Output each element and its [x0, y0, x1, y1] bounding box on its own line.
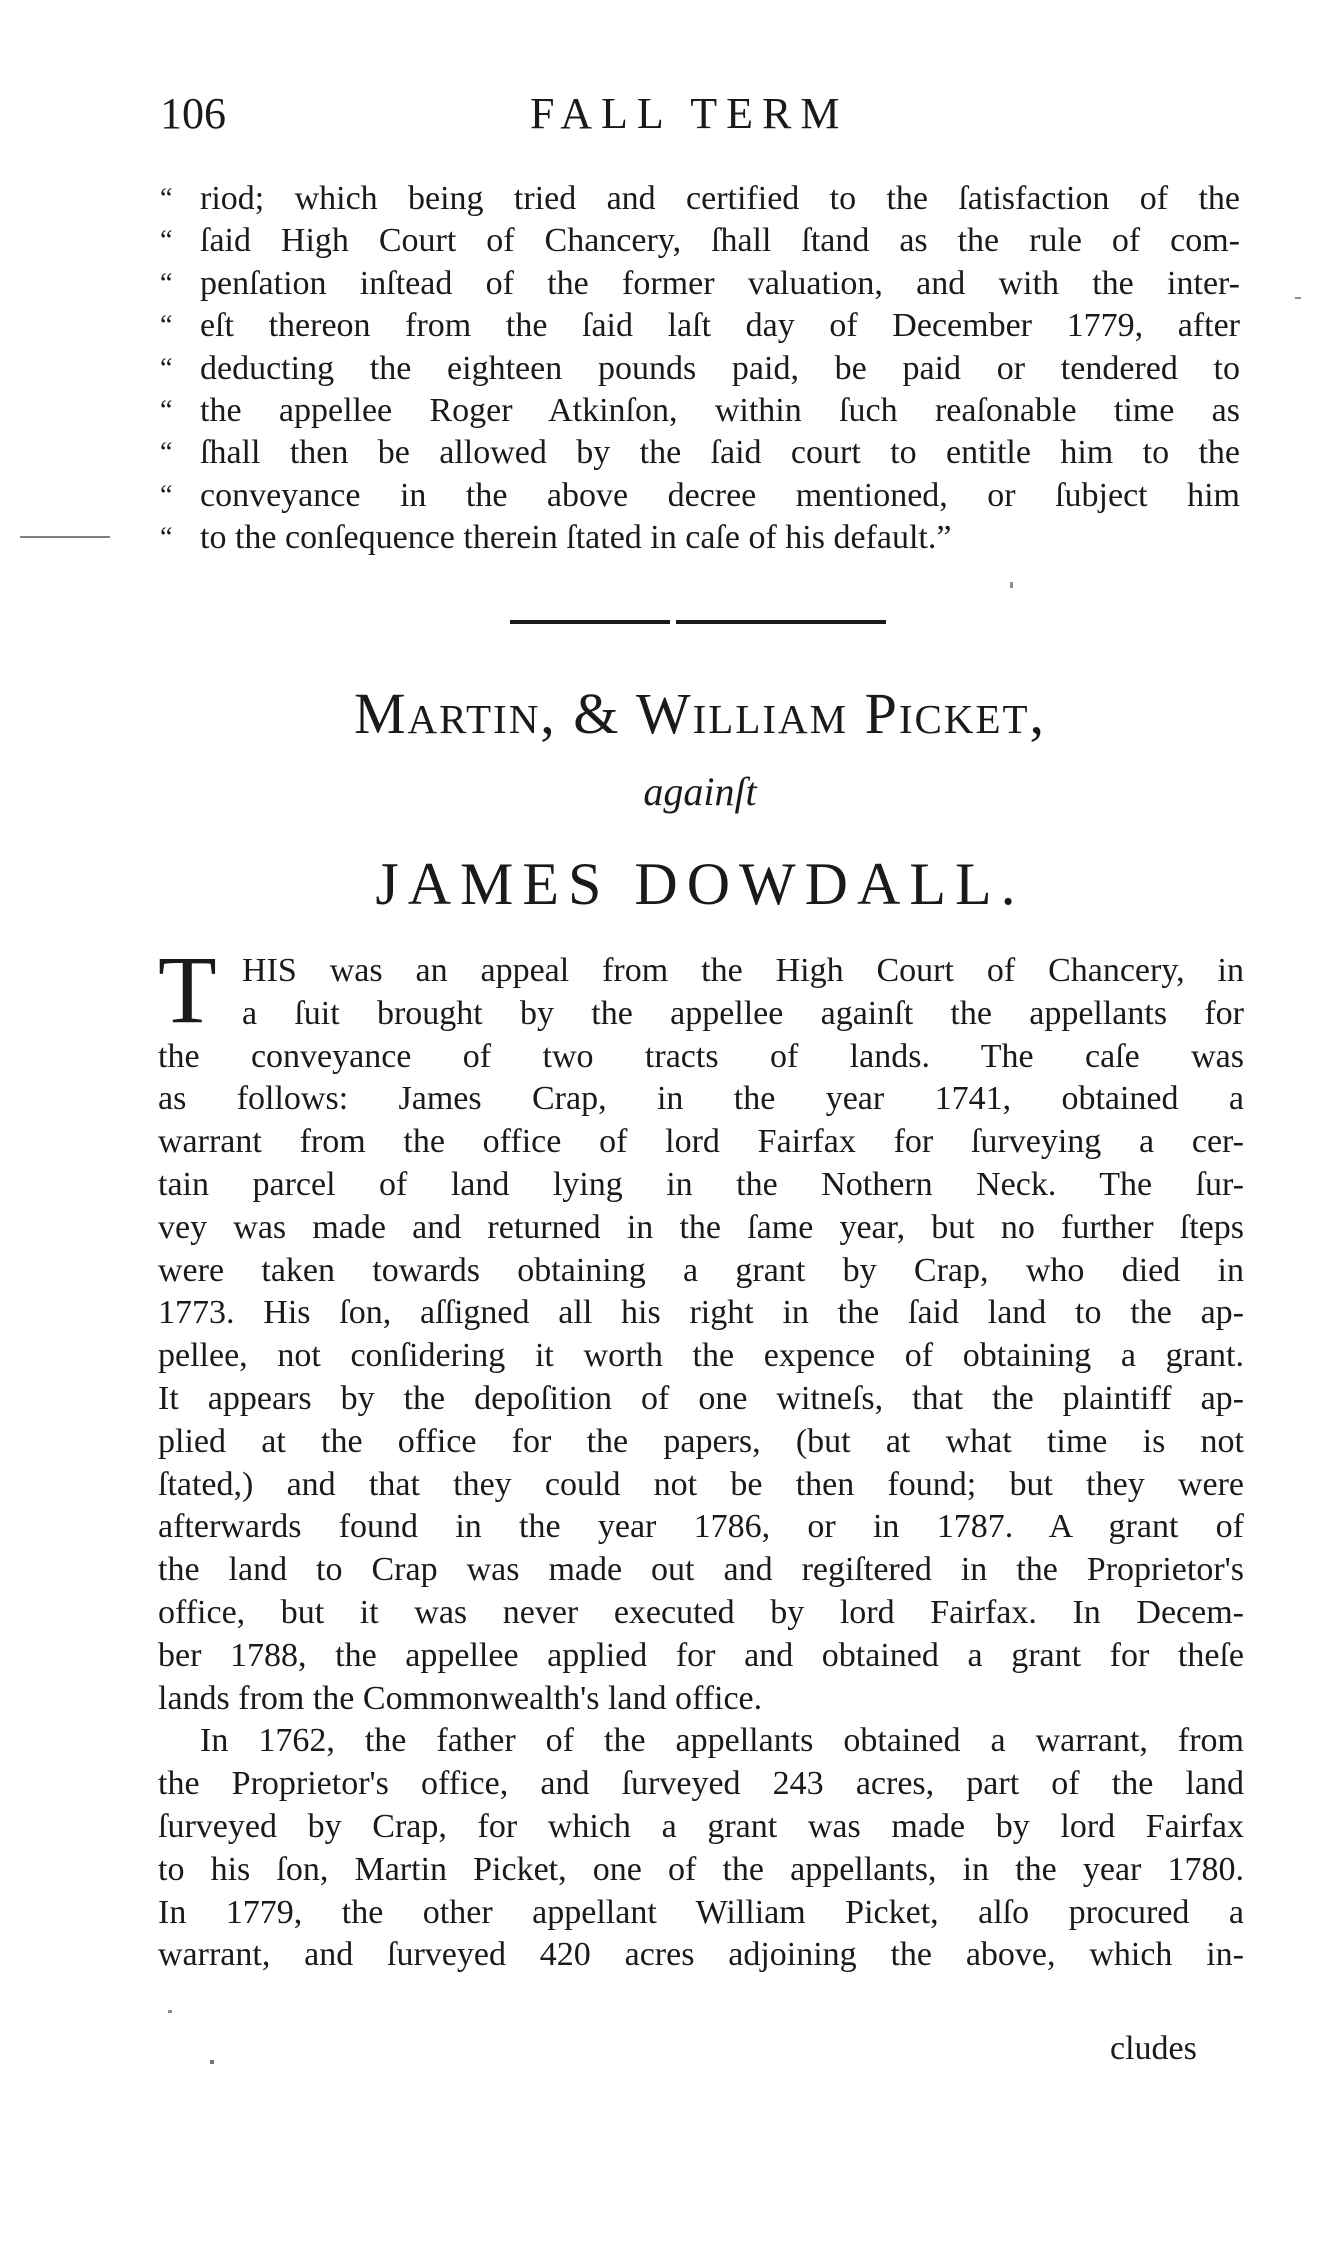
section-rule-left	[510, 620, 670, 624]
quote-mark: “	[160, 352, 173, 384]
body-line: a ſuit brought by the appellee againſt the appellants for	[242, 994, 1244, 1032]
margin-speck	[168, 2010, 172, 2013]
case-appellee: JAMES DOWDALL.	[375, 851, 1025, 917]
body-line: In 1762, the father of the appellants obtained a warrant, from	[200, 1722, 1244, 1760]
body-line: vey was made and returned in the ſame year, but no further ſteps	[158, 1208, 1244, 1246]
quote-line	[160, 390, 1240, 432]
case-appellants: Martin, & William Picket,	[353, 681, 1047, 746]
body-line: office, but it was never executed by lord Fairfax. In Decem-	[158, 1593, 1244, 1631]
body-line: warrant, and ſurveyed 420 acres adjoining the above, which in-	[158, 1936, 1244, 1974]
running-title: FALL TERM	[530, 89, 849, 138]
quote-line-text: conveyance in the above decree mentioned, or ſubject him	[200, 476, 1240, 514]
body-line: lands from the Commonwealth's land office.	[158, 1679, 763, 1717]
body-line: plied at the office for the papers, (but at what time is not	[158, 1422, 1244, 1460]
body-line: It appears by the depoſition of one witneſs, that the plaintiff ap-	[158, 1379, 1244, 1417]
quote-line-text: penſation inſtead of the former valuation, and with the inter-	[200, 264, 1240, 302]
body-line: ſtated,) and that they could not be then found; but they were	[158, 1465, 1244, 1503]
drop-cap: T	[158, 936, 217, 1043]
quote-line-text: to the conſequence therein ſtated in caſe of his default.”	[200, 519, 952, 557]
quote-mark: “	[160, 310, 173, 342]
quote-line-text: riod; which being tried and certified to the ſatisfaction of the	[200, 180, 1240, 217]
quote-line	[160, 432, 1240, 474]
quote-mark: “	[160, 267, 173, 299]
body-line: In 1779, the other appellant William Picket, alſo procured a	[158, 1893, 1244, 1931]
body-line: the Proprietor's office, and ſurveyed 243 acres, part of the land	[158, 1765, 1244, 1803]
quote-mark: “	[160, 479, 173, 511]
margin-speck	[210, 2060, 214, 2064]
quote-line-text: ſhall then be allowed by the ſaid court to entitle him to the	[200, 434, 1240, 472]
margin-speck	[1295, 297, 1301, 299]
body-line: the conveyance of two tracts of lands. The caſe was	[158, 1037, 1244, 1075]
quote-line	[160, 348, 1240, 390]
body-line: 1773. His ſon, aſſigned all his right in the ſaid land to the ap-	[158, 1294, 1244, 1332]
running-head	[160, 88, 1240, 148]
quote-mark: “	[160, 394, 173, 426]
body-line: ſurveyed by Crap, for which a grant was made by lord Fairfax	[158, 1807, 1244, 1845]
body-line: as follows: James Crap, in the year 1741, obtained a	[158, 1080, 1244, 1118]
quote-line-text: the appellee Roger Atkinſon, within ſuch reaſonable time as	[200, 391, 1240, 429]
quote-line	[160, 475, 1240, 517]
quote-line-text: eſt thereon from the ſaid laſt day of December 1779, after	[200, 307, 1240, 345]
quoted-decree-text	[160, 178, 1240, 560]
case-report-body	[158, 936, 1244, 1977]
quote-line	[160, 178, 1240, 220]
body-line-text: HIS was an appeal from the High Court of Chancery, in	[242, 952, 1244, 989]
section-rule-right	[676, 620, 886, 624]
body-line: pellee, not conſidering it worth the expence of obtaining a grant.	[158, 1337, 1244, 1375]
body-line: to his ſon, Martin Picket, one of the appellants, in the year 1780.	[158, 1850, 1244, 1888]
margin-dash-mark	[20, 536, 110, 538]
quote-line-text: deducting the eighteen pounds paid, be paid or tendered to	[200, 349, 1240, 387]
body-line: afterwards found in the year 1786, or in 1787. A grant of	[158, 1508, 1244, 1546]
body-line: ber 1788, the appellee applied for and obtained a grant for theſe	[158, 1636, 1244, 1674]
body-line: were taken towards obtaining a grant by Crap, who died in	[158, 1251, 1244, 1289]
body-line: the land to Crap was made out and regiſtered in the Proprietor's	[158, 1551, 1244, 1589]
quote-line	[160, 263, 1240, 305]
quote-mark: “	[160, 522, 173, 554]
quote-line	[160, 517, 1240, 559]
page-number: 106	[160, 89, 226, 138]
quote-line	[160, 305, 1240, 347]
quote-mark: “	[160, 437, 173, 469]
quote-mark: “	[160, 183, 173, 214]
case-against: againſt	[643, 769, 757, 814]
quote-line-text: ſaid High Court of Chancery, ſhall ſtand as the rule of com-	[200, 222, 1240, 260]
quote-mark: “	[160, 225, 173, 257]
catchword: cludes	[1110, 2030, 1197, 2067]
margin-speck	[1010, 582, 1013, 588]
quote-line	[160, 220, 1240, 262]
body-line: warrant from the office of lord Fairfax for ſurveying a cer-	[158, 1123, 1244, 1161]
body-line: tain parcel of land lying in the Nothern Neck. The ſur-	[158, 1165, 1244, 1203]
